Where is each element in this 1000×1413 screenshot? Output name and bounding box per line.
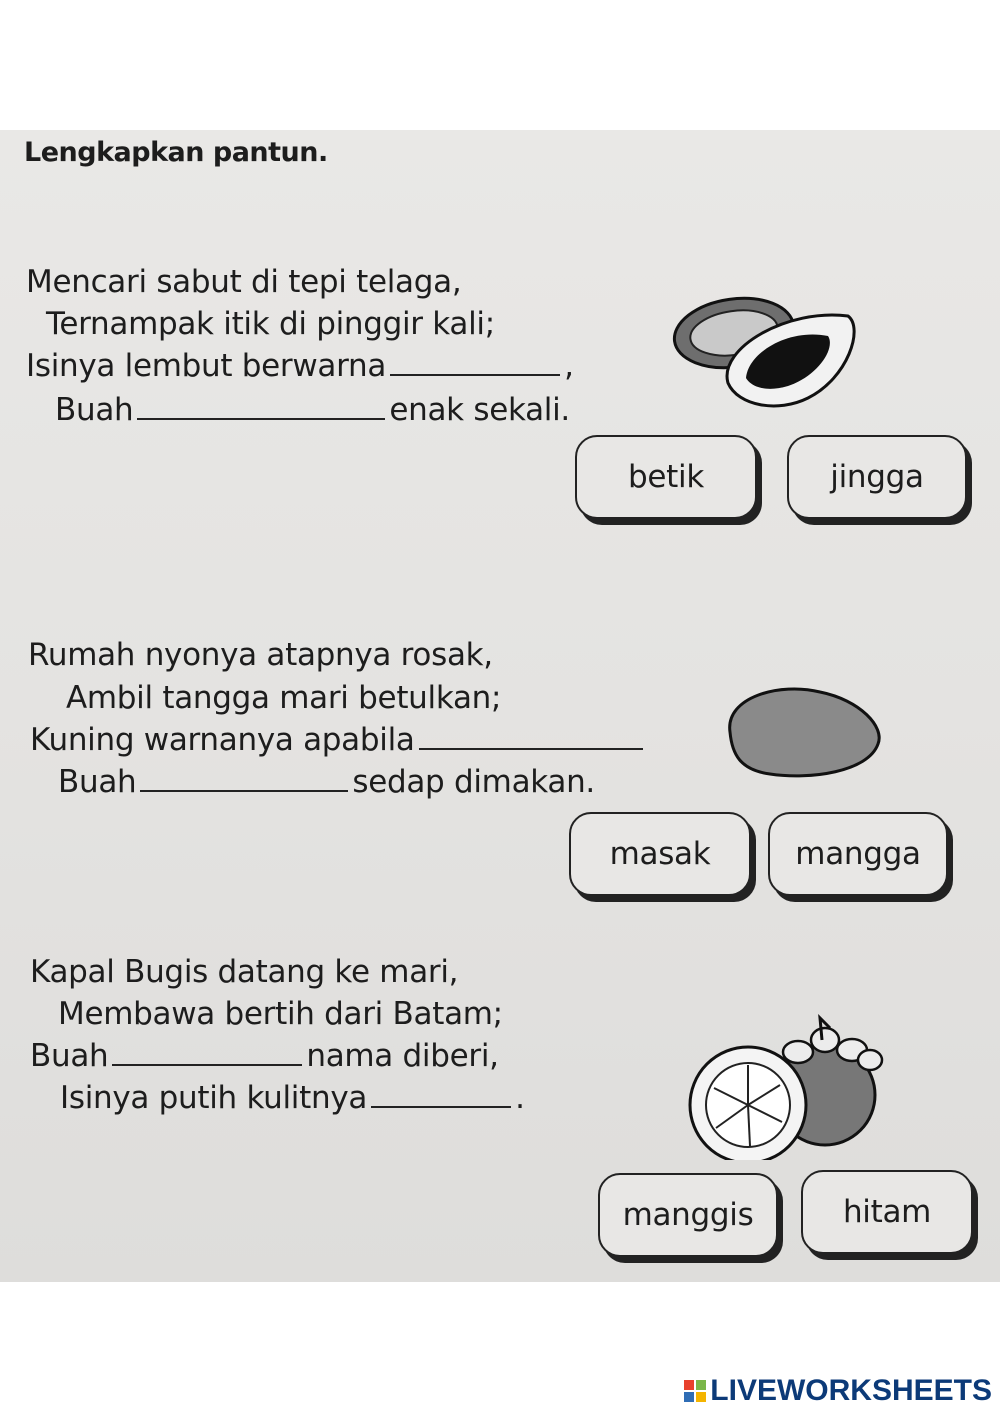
option-manggis-button[interactable]: manggis — [598, 1173, 778, 1257]
option-masak-button[interactable]: masak — [569, 812, 751, 896]
pantun-3-line-4-end: . — [515, 1080, 525, 1116]
pantun-3-line-2: Membawa bertih dari Batam; — [58, 996, 503, 1032]
logo-square-3 — [684, 1392, 694, 1402]
option-mangga-button[interactable]: mangga — [768, 812, 948, 896]
pantun-1-line-3 — [26, 348, 574, 384]
option-hitam-button[interactable]: hitam — [801, 1170, 973, 1254]
logo-square-2 — [696, 1380, 706, 1390]
pantun-2-line-3 — [30, 722, 647, 758]
pantun-3-line-4-text: Isinya putih kulitnya — [60, 1080, 368, 1116]
pantun-1-blank-2[interactable] — [137, 417, 385, 420]
liveworksheets-logo — [684, 1374, 992, 1408]
pantun-2-line-4 — [58, 764, 595, 800]
pantun-1-blank-1[interactable] — [390, 373, 560, 376]
pantun-2-line-1: Rumah nyonya atapnya rosak, — [28, 637, 493, 673]
pantun-3-line-3-text: Buah — [30, 1038, 109, 1074]
pantun-1-line-1: Mencari sabut di tepi telaga, — [26, 264, 462, 300]
pantun-2-line-3-text: Kuning warnanya apabila — [30, 722, 415, 758]
pantun-3-line-4 — [60, 1080, 525, 1116]
logo-square-4 — [696, 1392, 706, 1402]
logo-square-1 — [684, 1380, 694, 1390]
pantun-3-line-1: Kapal Bugis datang ke mari, — [30, 954, 459, 990]
pantun-1-line-4-text: Buah — [55, 392, 134, 428]
pantun-2-line-4-end: sedap dimakan. — [352, 764, 595, 800]
pantun-1-line-2: Ternampak itik di pinggir kali; — [46, 306, 495, 342]
mango-icon — [720, 682, 885, 782]
pantun-2-line-2: Ambil tangga mari betulkan; — [66, 680, 502, 716]
pantun-1-line-3-text: Isinya lembut berwarna — [26, 348, 387, 384]
pantun-1-line-4 — [55, 392, 570, 428]
pantun-3-blank-1[interactable] — [112, 1063, 302, 1066]
pantun-1-line-4-end: enak sekali. — [389, 392, 570, 428]
pantun-2-blank-2[interactable] — [140, 789, 348, 792]
liveworksheets-logo-icon — [684, 1380, 706, 1402]
papaya-icon — [668, 288, 864, 416]
liveworksheets-brand-text: LIVEWORKSHEETS — [710, 1374, 992, 1407]
pantun-2-line-4-text: Buah — [58, 764, 137, 800]
pantun-3-blank-2[interactable] — [371, 1105, 511, 1108]
option-jingga-button[interactable]: jingga — [787, 435, 967, 519]
pantun-3-line-3 — [30, 1038, 499, 1074]
pantun-3-line-3-end: nama diberi, — [306, 1038, 499, 1074]
instruction-heading: Lengkapkan pantun. — [24, 137, 328, 168]
pantun-2-blank-1[interactable] — [419, 747, 643, 750]
option-betik-button[interactable]: betik — [575, 435, 757, 519]
mangosteen-icon — [680, 1010, 885, 1160]
pantun-1-line-3-end: , — [564, 348, 574, 384]
